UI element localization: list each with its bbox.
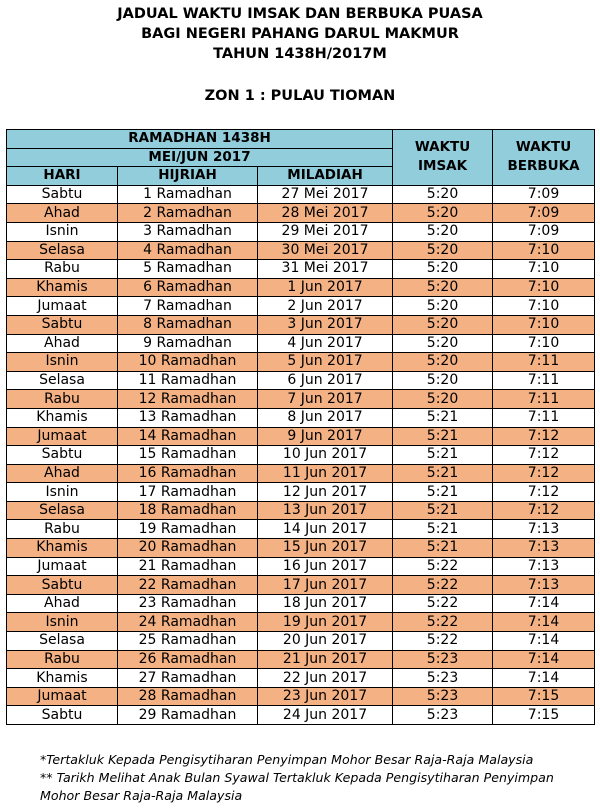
- cell-imsak: 5:20: [393, 222, 493, 241]
- cell-miladiah: 13 Jun 2017: [258, 501, 393, 520]
- cell-berbuka: 7:13: [493, 539, 595, 558]
- cell-imsak: 5:21: [393, 520, 493, 539]
- header-month: MEI/JUN 2017: [7, 148, 393, 167]
- cell-hari: Sabtu: [7, 706, 118, 725]
- cell-miladiah: 23 Jun 2017: [258, 687, 393, 706]
- cell-miladiah: 31 Mei 2017: [258, 260, 393, 279]
- cell-berbuka: 7:13: [493, 520, 595, 539]
- cell-hijriah: 12 Ramadhan: [118, 390, 258, 409]
- cell-imsak: 5:23: [393, 706, 493, 725]
- table-row: [7, 222, 595, 241]
- cell-hari: Sabtu: [7, 576, 118, 595]
- table-row: [7, 464, 595, 483]
- table-row: [7, 334, 595, 353]
- cell-hari: Selasa: [7, 501, 118, 520]
- cell-hijriah: 25 Ramadhan: [118, 632, 258, 651]
- cell-hari: Isnin: [7, 353, 118, 372]
- cell-miladiah: 16 Jun 2017: [258, 557, 393, 576]
- table-row: [7, 297, 595, 316]
- cell-berbuka: 7:10: [493, 297, 595, 316]
- cell-berbuka: 7:12: [493, 483, 595, 502]
- cell-berbuka: 7:13: [493, 576, 595, 595]
- cell-hijriah: 15 Ramadhan: [118, 446, 258, 465]
- cell-imsak: 5:21: [393, 483, 493, 502]
- document-title: [0, 4, 600, 64]
- cell-imsak: 5:22: [393, 632, 493, 651]
- footnote-1: *Tertakluk Kepada Pengisytiharan Penyimpan Mohor Besar Raja-Raja Malaysia: [40, 752, 534, 767]
- cell-miladiah: 9 Jun 2017: [258, 427, 393, 446]
- cell-hari: Selasa: [7, 371, 118, 390]
- header-waktu-berbuka: WAKTU BERBUKA: [493, 130, 595, 186]
- cell-miladiah: 10 Jun 2017: [258, 446, 393, 465]
- cell-miladiah: 24 Jun 2017: [258, 706, 393, 725]
- cell-miladiah: 19 Jun 2017: [258, 613, 393, 632]
- cell-berbuka: 7:13: [493, 557, 595, 576]
- cell-hijriah: 20 Ramadhan: [118, 539, 258, 558]
- cell-hijriah: 10 Ramadhan: [118, 353, 258, 372]
- cell-miladiah: 3 Jun 2017: [258, 315, 393, 334]
- cell-berbuka: 7:14: [493, 613, 595, 632]
- cell-berbuka: 7:12: [493, 501, 595, 520]
- cell-hari: Isnin: [7, 613, 118, 632]
- cell-hijriah: 29 Ramadhan: [118, 706, 258, 725]
- cell-berbuka: 7:11: [493, 408, 595, 427]
- table-row: [7, 185, 595, 204]
- cell-miladiah: 14 Jun 2017: [258, 520, 393, 539]
- table-row: [7, 241, 595, 260]
- cell-hari: Ahad: [7, 204, 118, 223]
- cell-imsak: 5:22: [393, 576, 493, 595]
- table-row: [7, 446, 595, 465]
- table-row: [7, 483, 595, 502]
- cell-berbuka: 7:10: [493, 334, 595, 353]
- cell-hijriah: 5 Ramadhan: [118, 260, 258, 279]
- cell-miladiah: 7 Jun 2017: [258, 390, 393, 409]
- cell-miladiah: 17 Jun 2017: [258, 576, 393, 595]
- cell-miladiah: 1 Jun 2017: [258, 278, 393, 297]
- cell-berbuka: 7:11: [493, 353, 595, 372]
- table-row: [7, 427, 595, 446]
- cell-berbuka: 7:09: [493, 204, 595, 223]
- table-row: [7, 278, 595, 297]
- table-row: [7, 687, 595, 706]
- cell-imsak: 5:20: [393, 334, 493, 353]
- cell-hijriah: 17 Ramadhan: [118, 483, 258, 502]
- cell-hijriah: 7 Ramadhan: [118, 297, 258, 316]
- zone-title: ZON 1 : PULAU TIOMAN: [204, 88, 396, 104]
- header-miladiah: MILADIAH: [258, 167, 393, 186]
- cell-imsak: 5:20: [393, 371, 493, 390]
- cell-imsak: 5:21: [393, 539, 493, 558]
- cell-hari: Ahad: [7, 594, 118, 613]
- table-row: [7, 539, 595, 558]
- cell-miladiah: 8 Jun 2017: [258, 408, 393, 427]
- cell-berbuka: 7:09: [493, 222, 595, 241]
- cell-imsak: 5:20: [393, 390, 493, 409]
- cell-berbuka: 7:10: [493, 241, 595, 260]
- cell-miladiah: 30 Mei 2017: [258, 241, 393, 260]
- cell-hari: Ahad: [7, 334, 118, 353]
- cell-hijriah: 11 Ramadhan: [118, 371, 258, 390]
- cell-hari: Sabtu: [7, 185, 118, 204]
- table-row: [7, 557, 595, 576]
- cell-hari: Jumaat: [7, 557, 118, 576]
- cell-hijriah: 23 Ramadhan: [118, 594, 258, 613]
- cell-berbuka: 7:14: [493, 669, 595, 688]
- cell-hijriah: 9 Ramadhan: [118, 334, 258, 353]
- cell-hijriah: 21 Ramadhan: [118, 557, 258, 576]
- cell-imsak: 5:21: [393, 501, 493, 520]
- cell-hijriah: 6 Ramadhan: [118, 278, 258, 297]
- table-row: [7, 669, 595, 688]
- cell-miladiah: 11 Jun 2017: [258, 464, 393, 483]
- cell-hari: Rabu: [7, 260, 118, 279]
- cell-hijriah: 26 Ramadhan: [118, 650, 258, 669]
- table-row: [7, 501, 595, 520]
- cell-berbuka: 7:14: [493, 650, 595, 669]
- table-row: [7, 315, 595, 334]
- cell-berbuka: 7:12: [493, 464, 595, 483]
- cell-hari: Rabu: [7, 650, 118, 669]
- schedule-body: [7, 185, 595, 724]
- cell-miladiah: 21 Jun 2017: [258, 650, 393, 669]
- footnotes: [40, 751, 595, 805]
- cell-hari: Sabtu: [7, 446, 118, 465]
- cell-hari: Khamis: [7, 539, 118, 558]
- cell-hijriah: 22 Ramadhan: [118, 576, 258, 595]
- cell-miladiah: 12 Jun 2017: [258, 483, 393, 502]
- cell-berbuka: 7:10: [493, 278, 595, 297]
- cell-miladiah: 20 Jun 2017: [258, 632, 393, 651]
- cell-imsak: 5:20: [393, 278, 493, 297]
- header-waktu-imsak: WAKTU IMSAK: [393, 130, 493, 186]
- table-row: [7, 576, 595, 595]
- cell-imsak: 5:20: [393, 353, 493, 372]
- cell-hari: Isnin: [7, 222, 118, 241]
- cell-miladiah: 6 Jun 2017: [258, 371, 393, 390]
- cell-miladiah: 5 Jun 2017: [258, 353, 393, 372]
- table-row: [7, 408, 595, 427]
- cell-berbuka: 7:11: [493, 390, 595, 409]
- cell-hijriah: 2 Ramadhan: [118, 204, 258, 223]
- cell-imsak: 5:21: [393, 464, 493, 483]
- cell-imsak: 5:22: [393, 557, 493, 576]
- cell-hijriah: 24 Ramadhan: [118, 613, 258, 632]
- title-line-1: JADUAL WAKTU IMSAK DAN BERBUKA PUASA: [117, 6, 483, 22]
- cell-hari: Khamis: [7, 669, 118, 688]
- cell-miladiah: 29 Mei 2017: [258, 222, 393, 241]
- cell-hari: Rabu: [7, 390, 118, 409]
- table-row: [7, 204, 595, 223]
- cell-imsak: 5:21: [393, 408, 493, 427]
- cell-berbuka: 7:14: [493, 632, 595, 651]
- cell-imsak: 5:20: [393, 241, 493, 260]
- title-line-2: BAGI NEGERI PAHANG DARUL MAKMUR: [141, 26, 459, 42]
- cell-hari: Khamis: [7, 278, 118, 297]
- cell-miladiah: 18 Jun 2017: [258, 594, 393, 613]
- cell-imsak: 5:20: [393, 260, 493, 279]
- cell-hijriah: 13 Ramadhan: [118, 408, 258, 427]
- table-row: [7, 260, 595, 279]
- cell-miladiah: 2 Jun 2017: [258, 297, 393, 316]
- cell-imsak: 5:23: [393, 687, 493, 706]
- cell-imsak: 5:20: [393, 204, 493, 223]
- cell-imsak: 5:21: [393, 427, 493, 446]
- cell-berbuka: 7:14: [493, 594, 595, 613]
- cell-imsak: 5:23: [393, 650, 493, 669]
- cell-hijriah: 4 Ramadhan: [118, 241, 258, 260]
- header-hari: HARI: [7, 167, 118, 186]
- table-row: [7, 706, 595, 725]
- cell-hijriah: 18 Ramadhan: [118, 501, 258, 520]
- table-row: [7, 390, 595, 409]
- cell-hijriah: 1 Ramadhan: [118, 185, 258, 204]
- cell-hari: Jumaat: [7, 297, 118, 316]
- header-ramadhan: RAMADHAN 1438H: [7, 130, 393, 149]
- cell-berbuka: 7:15: [493, 706, 595, 725]
- header-hijriah: HIJRIAH: [118, 167, 258, 186]
- cell-hari: Isnin: [7, 483, 118, 502]
- cell-hijriah: 27 Ramadhan: [118, 669, 258, 688]
- cell-hari: Jumaat: [7, 687, 118, 706]
- cell-berbuka: 7:09: [493, 185, 595, 204]
- cell-hijriah: 3 Ramadhan: [118, 222, 258, 241]
- cell-miladiah: 4 Jun 2017: [258, 334, 393, 353]
- table-row: [7, 371, 595, 390]
- cell-miladiah: 27 Mei 2017: [258, 185, 393, 204]
- cell-hijriah: 14 Ramadhan: [118, 427, 258, 446]
- cell-imsak: 5:23: [393, 669, 493, 688]
- cell-imsak: 5:22: [393, 613, 493, 632]
- cell-imsak: 5:21: [393, 446, 493, 465]
- cell-imsak: 5:20: [393, 315, 493, 334]
- cell-hijriah: 8 Ramadhan: [118, 315, 258, 334]
- cell-hari: Selasa: [7, 632, 118, 651]
- cell-imsak: 5:22: [393, 594, 493, 613]
- cell-berbuka: 7:10: [493, 260, 595, 279]
- cell-hijriah: 28 Ramadhan: [118, 687, 258, 706]
- cell-berbuka: 7:10: [493, 315, 595, 334]
- footnote-2: ** Tarikh Melihat Anak Bulan Syawal Tertakluk Kepada Pengisytiharan Penyimpan Mohor Besar Raja-Raja Malaysia: [40, 770, 554, 803]
- cell-miladiah: 22 Jun 2017: [258, 669, 393, 688]
- cell-hari: Selasa: [7, 241, 118, 260]
- cell-hari: Sabtu: [7, 315, 118, 334]
- table-row: [7, 613, 595, 632]
- table-row: [7, 594, 595, 613]
- title-line-3: TAHUN 1438H/2017M: [213, 46, 387, 62]
- cell-hari: Rabu: [7, 520, 118, 539]
- cell-hari: Ahad: [7, 464, 118, 483]
- cell-berbuka: 7:11: [493, 371, 595, 390]
- table-row: [7, 632, 595, 651]
- cell-hijriah: 19 Ramadhan: [118, 520, 258, 539]
- table-row: [7, 353, 595, 372]
- cell-hijriah: 16 Ramadhan: [118, 464, 258, 483]
- table-row: [7, 520, 595, 539]
- table-row: [7, 650, 595, 669]
- cell-imsak: 5:20: [393, 185, 493, 204]
- cell-berbuka: 7:12: [493, 446, 595, 465]
- schedule-table: [6, 129, 595, 725]
- cell-hari: Khamis: [7, 408, 118, 427]
- cell-berbuka: 7:12: [493, 427, 595, 446]
- cell-imsak: 5:20: [393, 297, 493, 316]
- cell-hari: Jumaat: [7, 427, 118, 446]
- cell-berbuka: 7:15: [493, 687, 595, 706]
- cell-miladiah: 28 Mei 2017: [258, 204, 393, 223]
- cell-miladiah: 15 Jun 2017: [258, 539, 393, 558]
